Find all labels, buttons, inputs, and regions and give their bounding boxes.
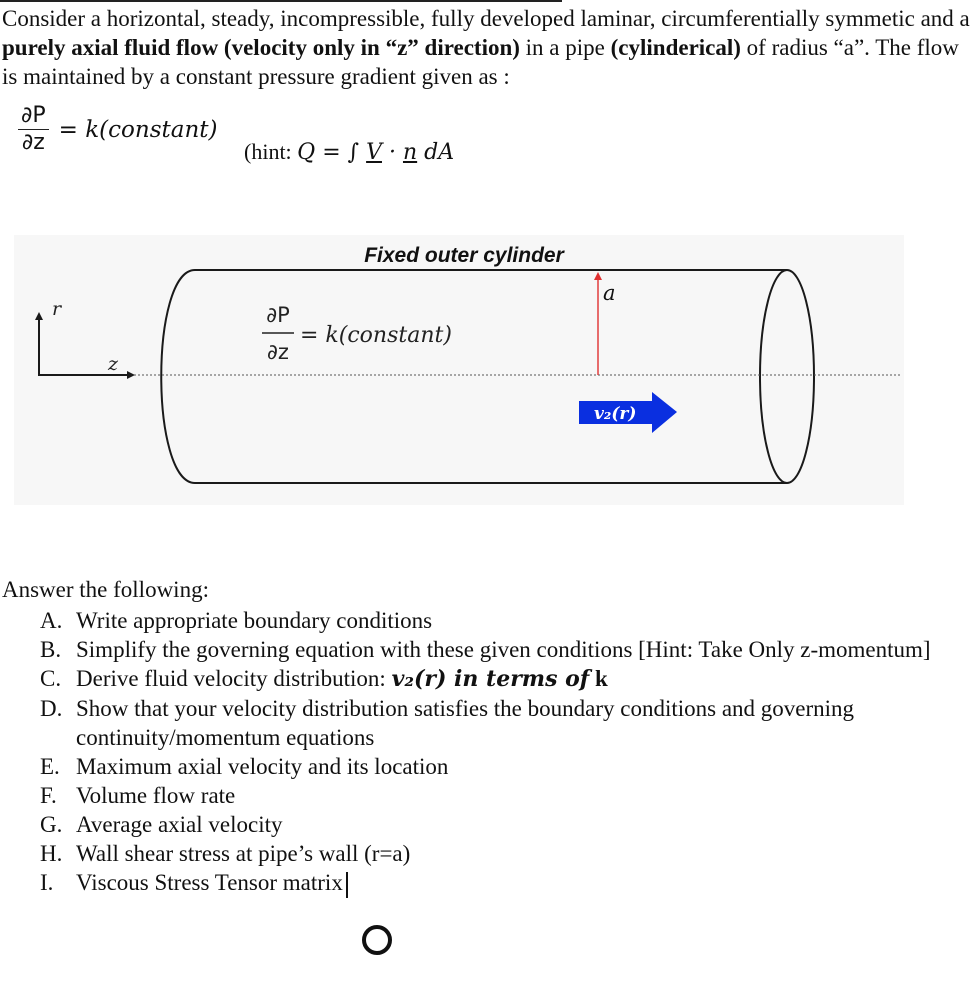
- equals-sign: =: [58, 116, 78, 143]
- intro-text-1: Consider a horizontal, steady, incompressible, fully developed laminar, circumferentially symmetic and a: [2, 6, 970, 31]
- answer-heading: Answer the following:: [2, 577, 209, 602]
- item-text: Volume flow rate: [76, 783, 236, 808]
- velocity-label: v₂(r): [594, 404, 637, 424]
- item-text: Derive fluid velocity distribution:: [76, 666, 392, 691]
- equation-rhs: k(constant): [85, 116, 218, 143]
- intro-bold-cylindrical: (cylinderical): [610, 35, 741, 60]
- intro-text-3: of radius “a”. The flow is maintained by a constant pressure gradient given as :: [2, 35, 959, 89]
- list-item: [0, 606, 936, 635]
- hint-dot: ·: [381, 140, 403, 165]
- item-letter: A.: [40, 608, 63, 633]
- item-math: v₂(r) in terms of: [391, 666, 590, 692]
- item-letter: E.: [40, 754, 60, 779]
- mouse-cursor-ring-icon: [362, 925, 392, 955]
- list-item: [0, 752, 936, 781]
- list-item: [0, 839, 936, 868]
- hint-q: Q = ∫: [297, 140, 367, 165]
- item-text: Viscous Stress Tensor matrix: [76, 870, 343, 895]
- item-k: k: [589, 666, 608, 691]
- item-letter: F.: [40, 783, 57, 808]
- hint-v: V: [366, 140, 382, 165]
- item-letter: C.: [40, 666, 62, 691]
- item-text: Average axial velocity: [76, 812, 283, 837]
- hint-n: n: [402, 140, 418, 165]
- r-axis-label: r: [52, 298, 62, 320]
- item-letter: G.: [40, 812, 63, 837]
- top-rule: [0, 0, 562, 2]
- fraction-numerator: ∂P: [18, 103, 49, 130]
- intro-text-2: in a pipe: [519, 35, 611, 60]
- question-list: [0, 606, 974, 898]
- diagram-title: Fixed outer cylinder: [364, 244, 564, 267]
- problem-statement: [2, 4, 970, 91]
- list-item: [0, 694, 936, 752]
- fraction-denominator: ∂z: [21, 130, 45, 155]
- gradient-denominator: ∂z: [267, 340, 289, 364]
- text-cursor: [346, 872, 348, 898]
- list-item: [0, 868, 936, 898]
- list-item: [0, 810, 936, 839]
- list-item: [0, 635, 936, 664]
- item-text: Wall shear stress at pipe’s wall (r=a): [76, 841, 411, 866]
- hint-da: dA: [417, 140, 455, 165]
- pipe-diagram: [0, 230, 974, 520]
- list-item: [0, 664, 936, 694]
- intro-bold-axial: purely axial fluid flow (velocity only in “z” direction): [2, 35, 520, 60]
- item-text: Write appropriate boundary conditions: [76, 608, 433, 633]
- item-letter: H.: [40, 841, 63, 866]
- pressure-gradient-equation: [18, 103, 218, 156]
- item-text: Maximum axial velocity and its location: [76, 754, 449, 779]
- item-letter: D.: [40, 696, 63, 721]
- radius-label: a: [603, 281, 616, 305]
- gradient-numerator: ∂P: [266, 303, 290, 327]
- item-letter: B.: [40, 637, 62, 662]
- pressure-fraction: [18, 103, 49, 156]
- item-text: Simplify the governing equation with these given conditions [Hint: Take Only z-momentum]: [76, 637, 931, 662]
- hint-prefix: (hint:: [244, 139, 298, 164]
- list-item: [0, 781, 936, 810]
- item-text: Show that your velocity distribution satisfies the boundary conditions and governing continuity/momentum equations: [76, 696, 855, 750]
- hint-text: [244, 139, 454, 165]
- z-axis-label: z: [108, 353, 119, 375]
- diagram-background: [14, 235, 904, 505]
- item-letter: I.: [40, 870, 54, 895]
- gradient-rhs: = k(constant): [300, 323, 452, 348]
